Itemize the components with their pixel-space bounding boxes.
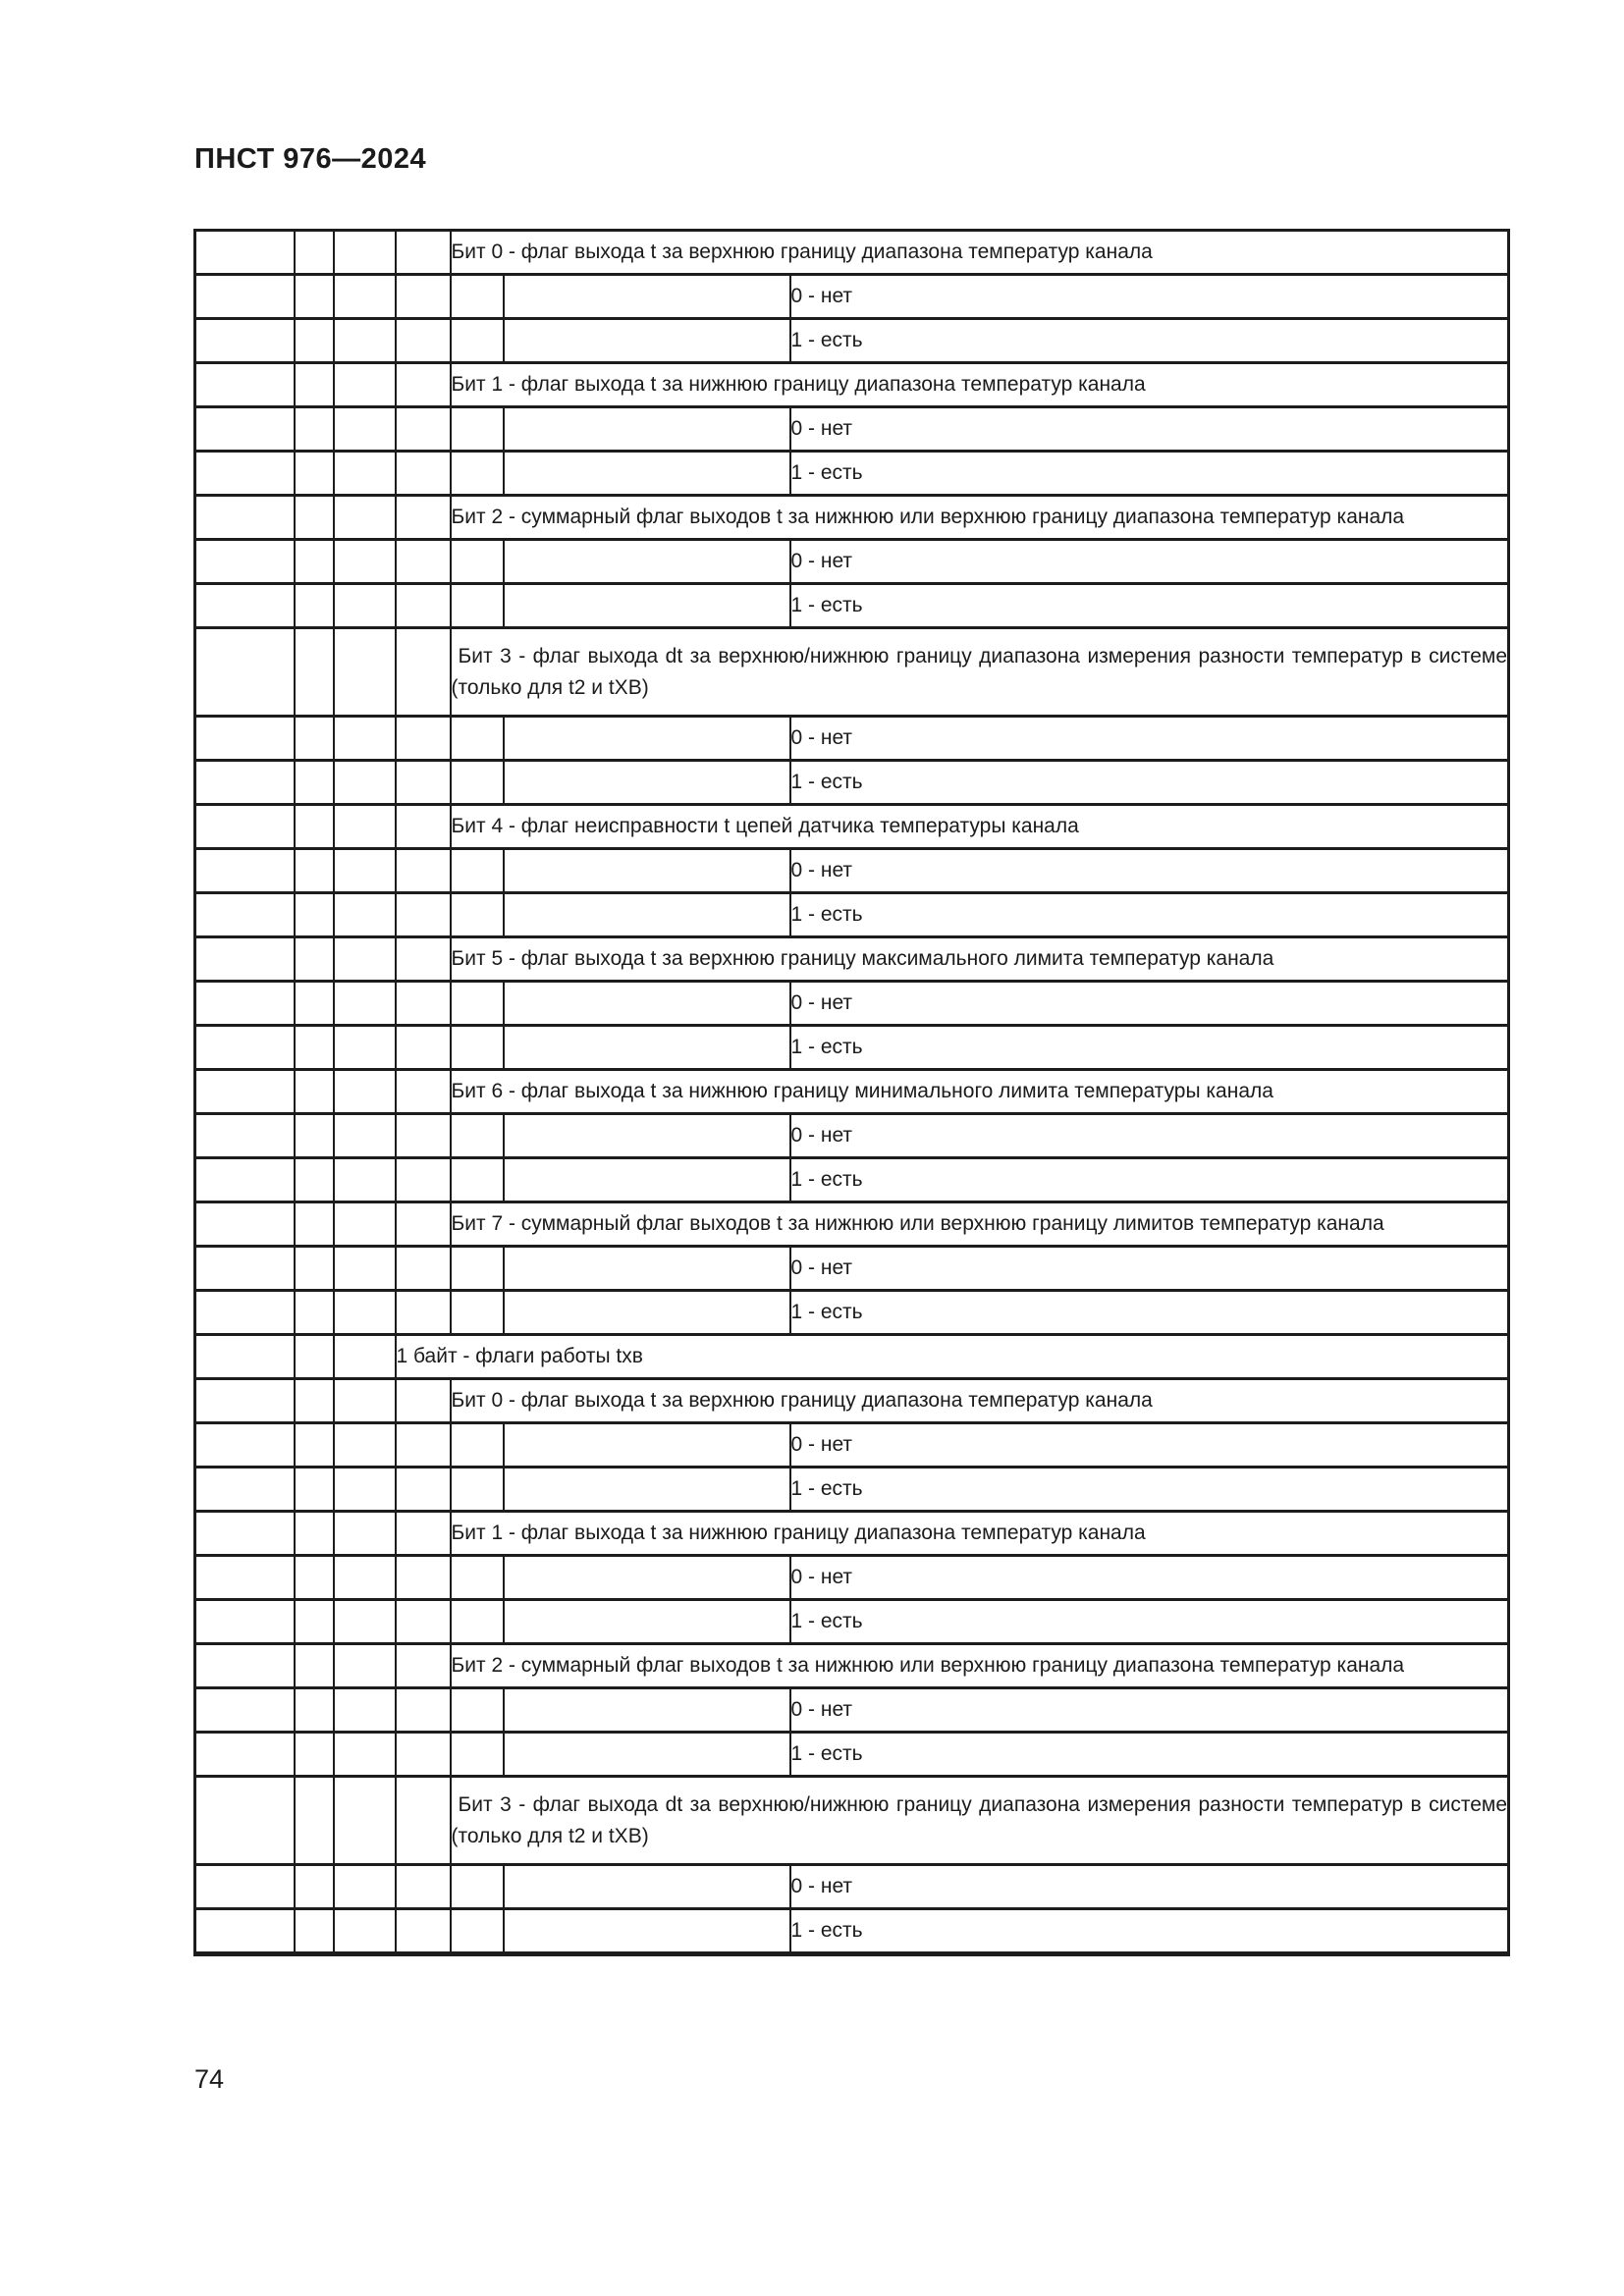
bit-description-cell: Бит 7 - суммарный флаг выходов t за нижнюю или верхнюю границу лимитов температур канала: [451, 1202, 1509, 1247]
indent-cell: [504, 1247, 790, 1291]
indent-cell: [451, 982, 504, 1026]
indent-cell: [334, 452, 396, 496]
table-row: [195, 1202, 1509, 1247]
indent-cell: [451, 1733, 504, 1777]
indent-cell: [334, 1644, 396, 1688]
value-description-cell: 0 - нет: [790, 275, 1509, 319]
indent-cell: [504, 1158, 790, 1202]
table-row: [195, 319, 1509, 363]
indent-cell: [334, 1202, 396, 1247]
indent-cell: [295, 1114, 334, 1158]
indent-cell: [295, 407, 334, 452]
indent-cell: [195, 1468, 295, 1512]
indent-cell: [295, 1158, 334, 1202]
table-row: [195, 1512, 1509, 1556]
indent-cell: [504, 717, 790, 761]
indent-cell: [334, 1379, 396, 1423]
table-row: [195, 1423, 1509, 1468]
indent-cell: [195, 1202, 295, 1247]
indent-cell: [195, 1644, 295, 1688]
indent-cell: [195, 1733, 295, 1777]
indent-cell: [195, 893, 295, 937]
table-row: [195, 1158, 1509, 1202]
indent-cell: [451, 540, 504, 584]
document-code: ПНСТ 976—2024: [194, 143, 427, 175]
indent-cell: [504, 1291, 790, 1335]
value-description-cell: 0 - нет: [790, 849, 1509, 893]
indent-cell: [295, 363, 334, 407]
indent-cell: [195, 584, 295, 628]
indent-cell: [504, 1688, 790, 1733]
indent-cell: [295, 1026, 334, 1070]
indent-cell: [295, 1777, 334, 1865]
indent-cell: [451, 407, 504, 452]
indent-cell: [295, 231, 334, 275]
indent-cell: [334, 761, 396, 805]
value-description-cell: 1 - есть: [790, 893, 1509, 937]
indent-cell: [295, 1733, 334, 1777]
bit-description-cell: Бит 2 - суммарный флаг выходов t за нижнюю или верхнюю границу диапазона температур канала: [451, 1644, 1509, 1688]
indent-cell: [295, 717, 334, 761]
indent-cell: [504, 452, 790, 496]
indent-cell: [451, 893, 504, 937]
indent-cell: [295, 849, 334, 893]
value-description-cell: 0 - нет: [790, 1247, 1509, 1291]
indent-cell: [334, 1600, 396, 1644]
indent-cell: [396, 496, 451, 540]
table-row: [195, 893, 1509, 937]
indent-cell: [334, 1335, 396, 1379]
indent-cell: [295, 1468, 334, 1512]
indent-cell: [334, 1777, 396, 1865]
value-description-cell: 0 - нет: [790, 982, 1509, 1026]
indent-cell: [396, 1026, 451, 1070]
table-row: [195, 1070, 1509, 1114]
indent-cell: [334, 363, 396, 407]
table-row: [195, 849, 1509, 893]
value-description-cell: 0 - нет: [790, 1865, 1509, 1909]
table-row: [195, 1114, 1509, 1158]
indent-cell: [195, 1688, 295, 1733]
indent-cell: [504, 1026, 790, 1070]
bit-description-cell: Бит 2 - суммарный флаг выходов t за нижнюю или верхнюю границу диапазона температур канала: [451, 496, 1509, 540]
indent-cell: [195, 452, 295, 496]
indent-cell: [295, 584, 334, 628]
table-row: [195, 1291, 1509, 1335]
table-row: [195, 937, 1509, 982]
indent-cell: [396, 1247, 451, 1291]
indent-cell: [195, 319, 295, 363]
table-row: [195, 1247, 1509, 1291]
indent-cell: [396, 584, 451, 628]
value-description-cell: 1 - есть: [790, 319, 1509, 363]
indent-cell: [295, 496, 334, 540]
indent-cell: [451, 275, 504, 319]
indent-cell: [334, 717, 396, 761]
indent-cell: [195, 1600, 295, 1644]
indent-cell: [195, 849, 295, 893]
indent-cell: [451, 1114, 504, 1158]
indent-cell: [504, 1909, 790, 1954]
table-row: [195, 1909, 1509, 1954]
indent-cell: [195, 1335, 295, 1379]
bit-description-cell: Бит 4 - флаг неисправности t цепей датчика температуры канала: [451, 805, 1509, 849]
indent-cell: [334, 893, 396, 937]
indent-cell: [451, 1468, 504, 1512]
table-row: [195, 1865, 1509, 1909]
value-description-cell: 0 - нет: [790, 1688, 1509, 1733]
table-row: [195, 275, 1509, 319]
flags-table: [193, 229, 1510, 1956]
indent-cell: [295, 1909, 334, 1954]
indent-cell: [334, 584, 396, 628]
indent-cell: [396, 1909, 451, 1954]
indent-cell: [295, 1423, 334, 1468]
indent-cell: [195, 717, 295, 761]
indent-cell: [396, 761, 451, 805]
indent-cell: [295, 1512, 334, 1556]
table-row: [195, 363, 1509, 407]
table-row: [195, 231, 1509, 275]
indent-cell: [396, 1114, 451, 1158]
indent-cell: [195, 1379, 295, 1423]
indent-cell: [195, 1291, 295, 1335]
bit-description-cell: Бит 0 - флаг выхода t за верхнюю границу диапазона температур канала: [451, 1379, 1509, 1423]
indent-cell: [295, 1556, 334, 1600]
indent-cell: [295, 1865, 334, 1909]
indent-cell: [295, 452, 334, 496]
indent-cell: [195, 628, 295, 717]
indent-cell: [334, 1556, 396, 1600]
indent-cell: [295, 1202, 334, 1247]
indent-cell: [334, 1733, 396, 1777]
indent-cell: [334, 628, 396, 717]
indent-cell: [295, 937, 334, 982]
indent-cell: [396, 275, 451, 319]
bit-description-cell: Бит 3 - флаг выхода dt за верхнюю/нижнюю границу диапазона измерения разности температур в системе (только для t2 и tХВ): [451, 1777, 1509, 1865]
indent-cell: [195, 937, 295, 982]
indent-cell: [396, 363, 451, 407]
value-description-cell: 1 - есть: [790, 584, 1509, 628]
table-row: [195, 452, 1509, 496]
bit-description-cell: Бит 6 - флаг выхода t за нижнюю границу минимального лимита температуры канала: [451, 1070, 1509, 1114]
indent-cell: [451, 1865, 504, 1909]
value-description-cell: 1 - есть: [790, 1600, 1509, 1644]
table-row: [195, 1600, 1509, 1644]
indent-cell: [504, 761, 790, 805]
indent-cell: [295, 319, 334, 363]
indent-cell: [504, 1556, 790, 1600]
indent-cell: [334, 1865, 396, 1909]
indent-cell: [396, 1512, 451, 1556]
indent-cell: [396, 849, 451, 893]
indent-cell: [504, 1468, 790, 1512]
value-description-cell: 1 - есть: [790, 1733, 1509, 1777]
indent-cell: [195, 1247, 295, 1291]
indent-cell: [195, 407, 295, 452]
indent-cell: [295, 1600, 334, 1644]
table-row: [195, 1777, 1509, 1865]
bit-description-cell: Бит 3 - флаг выхода dt за верхнюю/нижнюю границу диапазона измерения разности температур в системе (только для t2 и tХВ): [451, 628, 1509, 717]
table-row: [195, 584, 1509, 628]
table-row: [195, 1688, 1509, 1733]
indent-cell: [451, 452, 504, 496]
indent-cell: [334, 982, 396, 1026]
indent-cell: [451, 1291, 504, 1335]
indent-cell: [396, 1070, 451, 1114]
indent-cell: [396, 1291, 451, 1335]
indent-cell: [334, 1688, 396, 1733]
indent-cell: [504, 893, 790, 937]
indent-cell: [334, 1114, 396, 1158]
indent-cell: [195, 496, 295, 540]
indent-cell: [451, 1688, 504, 1733]
indent-cell: [195, 231, 295, 275]
indent-cell: [504, 982, 790, 1026]
flags-table-body: [195, 231, 1509, 1954]
indent-cell: [396, 540, 451, 584]
indent-cell: [195, 1556, 295, 1600]
indent-cell: [334, 937, 396, 982]
indent-cell: [396, 1600, 451, 1644]
indent-cell: [504, 319, 790, 363]
table-row: [195, 761, 1509, 805]
table-row: [195, 1644, 1509, 1688]
indent-cell: [396, 1865, 451, 1909]
indent-cell: [396, 1777, 451, 1865]
indent-cell: [396, 1644, 451, 1688]
indent-cell: [195, 1158, 295, 1202]
indent-cell: [504, 849, 790, 893]
table-row: [195, 805, 1509, 849]
indent-cell: [334, 1423, 396, 1468]
indent-cell: [451, 1026, 504, 1070]
indent-cell: [295, 275, 334, 319]
indent-cell: [195, 1909, 295, 1954]
indent-cell: [504, 584, 790, 628]
indent-cell: [451, 761, 504, 805]
indent-cell: [334, 275, 396, 319]
indent-cell: [396, 1733, 451, 1777]
indent-cell: [504, 1114, 790, 1158]
value-description-cell: 0 - нет: [790, 1423, 1509, 1468]
indent-cell: [396, 1468, 451, 1512]
indent-cell: [396, 1688, 451, 1733]
indent-cell: [195, 540, 295, 584]
value-description-cell: 1 - есть: [790, 1468, 1509, 1512]
table-row: [195, 628, 1509, 717]
indent-cell: [396, 1423, 451, 1468]
indent-cell: [195, 982, 295, 1026]
indent-cell: [396, 982, 451, 1026]
indent-cell: [451, 849, 504, 893]
indent-cell: [504, 1423, 790, 1468]
table-row: [195, 982, 1509, 1026]
indent-cell: [295, 761, 334, 805]
indent-cell: [195, 1512, 295, 1556]
indent-cell: [504, 1600, 790, 1644]
indent-cell: [396, 1556, 451, 1600]
indent-cell: [451, 717, 504, 761]
indent-cell: [396, 319, 451, 363]
indent-cell: [334, 1291, 396, 1335]
indent-cell: [396, 1202, 451, 1247]
indent-cell: [295, 1688, 334, 1733]
table-row: [195, 717, 1509, 761]
indent-cell: [396, 407, 451, 452]
indent-cell: [396, 452, 451, 496]
value-description-cell: 1 - есть: [790, 1909, 1509, 1954]
indent-cell: [396, 805, 451, 849]
value-description-cell: 0 - нет: [790, 540, 1509, 584]
indent-cell: [334, 1512, 396, 1556]
indent-cell: [295, 1379, 334, 1423]
table-row: [195, 540, 1509, 584]
indent-cell: [195, 1026, 295, 1070]
indent-cell: [295, 982, 334, 1026]
indent-cell: [195, 1777, 295, 1865]
bit-description-cell: Бит 1 - флаг выхода t за нижнюю границу диапазона температур канала: [451, 1512, 1509, 1556]
indent-cell: [195, 1865, 295, 1909]
indent-cell: [195, 1423, 295, 1468]
indent-cell: [195, 1114, 295, 1158]
indent-cell: [396, 1158, 451, 1202]
byte-description-cell: 1 байт - флаги работы tхв: [396, 1335, 1509, 1379]
indent-cell: [295, 1247, 334, 1291]
value-description-cell: 1 - есть: [790, 1026, 1509, 1070]
indent-cell: [295, 628, 334, 717]
value-description-cell: 0 - нет: [790, 1556, 1509, 1600]
indent-cell: [295, 1644, 334, 1688]
indent-cell: [195, 761, 295, 805]
indent-cell: [295, 540, 334, 584]
indent-cell: [334, 540, 396, 584]
indent-cell: [195, 805, 295, 849]
indent-cell: [451, 1158, 504, 1202]
indent-cell: [334, 496, 396, 540]
bit-description-cell: Бит 0 - флаг выхода t за верхнюю границу диапазона температур канала: [451, 231, 1509, 275]
indent-cell: [504, 1865, 790, 1909]
value-description-cell: 0 - нет: [790, 407, 1509, 452]
value-description-cell: 1 - есть: [790, 1158, 1509, 1202]
indent-cell: [334, 1070, 396, 1114]
table-row: [195, 407, 1509, 452]
indent-cell: [504, 275, 790, 319]
table-row: [195, 1733, 1509, 1777]
indent-cell: [334, 1247, 396, 1291]
table-row: [195, 1556, 1509, 1600]
value-description-cell: 1 - есть: [790, 761, 1509, 805]
indent-cell: [334, 1909, 396, 1954]
indent-cell: [504, 407, 790, 452]
indent-cell: [396, 628, 451, 717]
indent-cell: [396, 937, 451, 982]
indent-cell: [334, 231, 396, 275]
indent-cell: [396, 893, 451, 937]
indent-cell: [195, 1070, 295, 1114]
bit-description-cell: Бит 5 - флаг выхода t за верхнюю границу максимального лимита температур канала: [451, 937, 1509, 982]
indent-cell: [334, 319, 396, 363]
table-row: [195, 1468, 1509, 1512]
indent-cell: [334, 1158, 396, 1202]
indent-cell: [396, 717, 451, 761]
indent-cell: [451, 1556, 504, 1600]
indent-cell: [334, 407, 396, 452]
indent-cell: [396, 231, 451, 275]
indent-cell: [295, 1070, 334, 1114]
indent-cell: [396, 1379, 451, 1423]
indent-cell: [504, 540, 790, 584]
value-description-cell: 1 - есть: [790, 1291, 1509, 1335]
indent-cell: [451, 1600, 504, 1644]
indent-cell: [451, 1909, 504, 1954]
indent-cell: [334, 805, 396, 849]
indent-cell: [295, 805, 334, 849]
indent-cell: [295, 893, 334, 937]
indent-cell: [504, 1733, 790, 1777]
table-row: [195, 1335, 1509, 1379]
indent-cell: [451, 1423, 504, 1468]
bit-description-cell: Бит 1 - флаг выхода t за нижнюю границу диапазона температур канала: [451, 363, 1509, 407]
table-row: [195, 1379, 1509, 1423]
value-description-cell: 0 - нет: [790, 1114, 1509, 1158]
indent-cell: [295, 1291, 334, 1335]
indent-cell: [334, 1468, 396, 1512]
indent-cell: [195, 275, 295, 319]
indent-cell: [451, 584, 504, 628]
page-number: 74: [194, 2064, 225, 2094]
value-description-cell: 0 - нет: [790, 717, 1509, 761]
table-row: [195, 496, 1509, 540]
value-description-cell: 1 - есть: [790, 452, 1509, 496]
indent-cell: [451, 1247, 504, 1291]
indent-cell: [195, 363, 295, 407]
indent-cell: [334, 849, 396, 893]
table-row: [195, 1026, 1509, 1070]
indent-cell: [334, 1026, 396, 1070]
indent-cell: [451, 319, 504, 363]
indent-cell: [295, 1335, 334, 1379]
